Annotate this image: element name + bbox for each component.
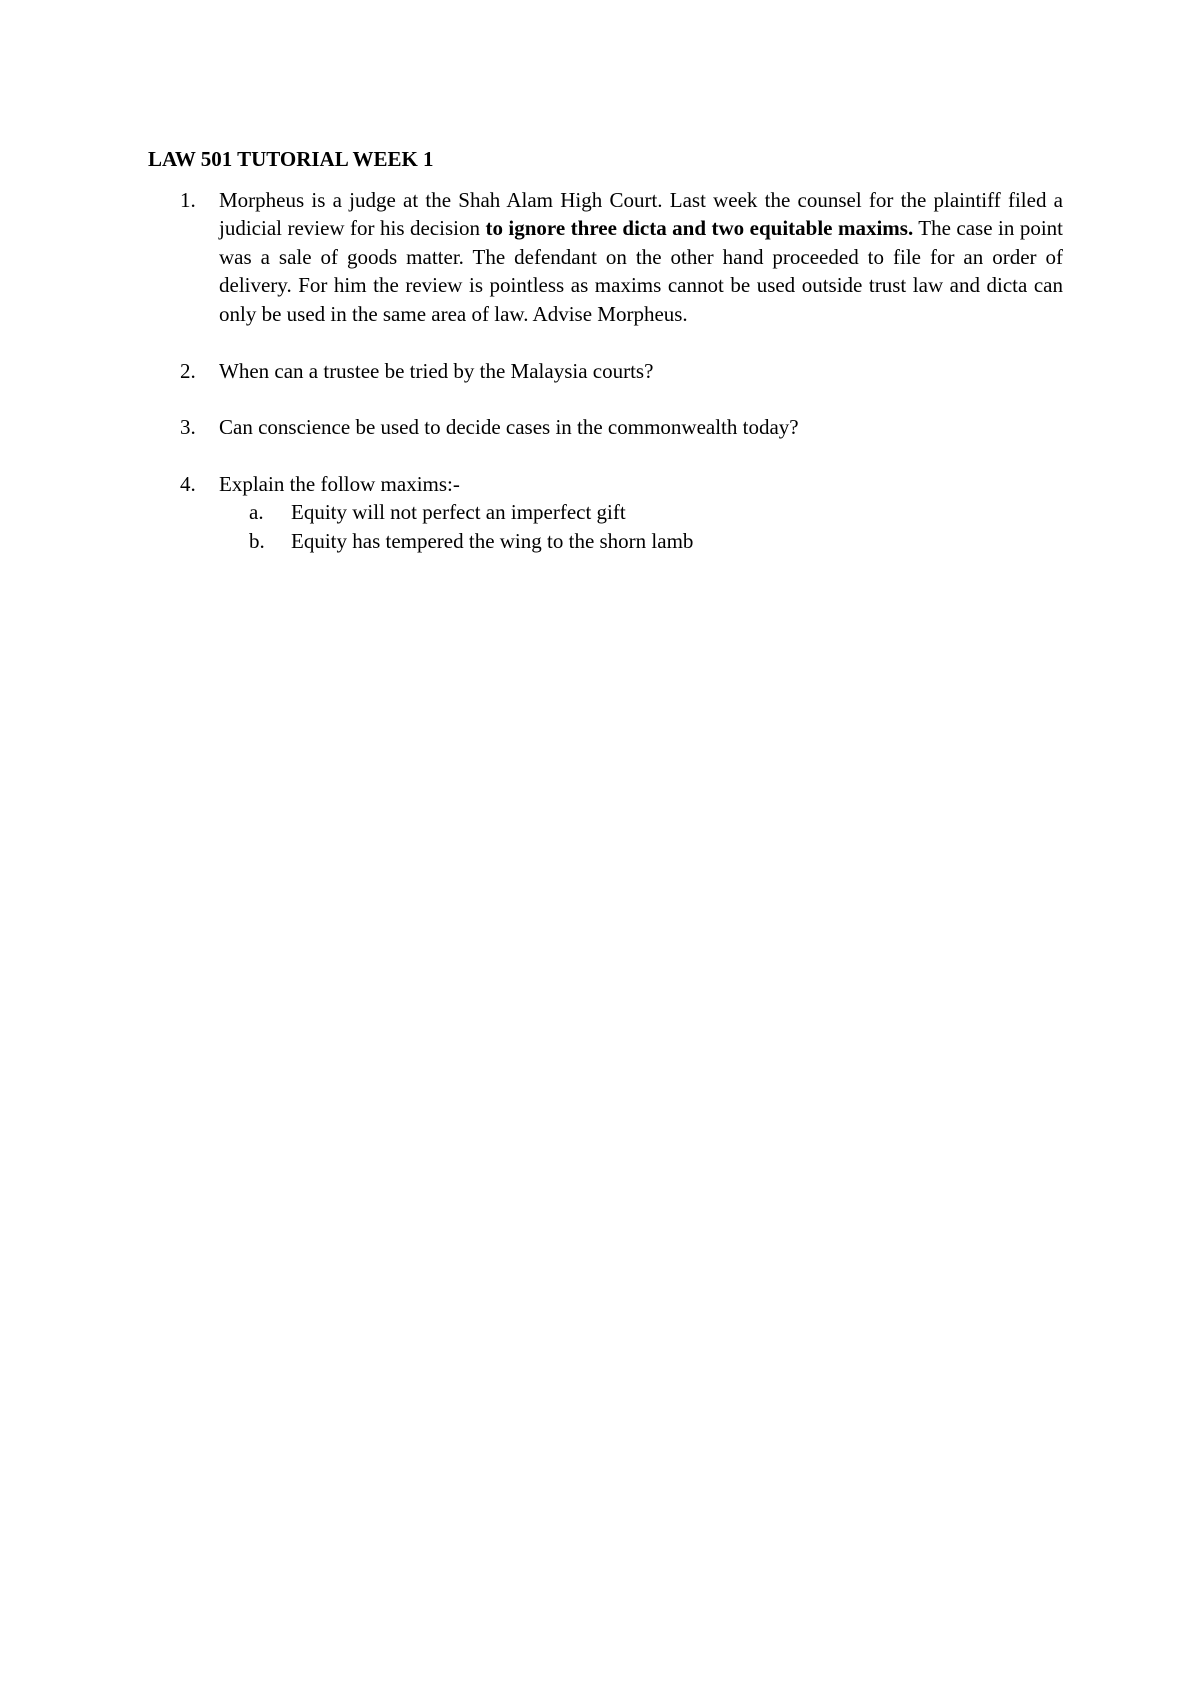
sub-item-letter: a. [249, 500, 264, 525]
document-title: LAW 501 TUTORIAL WEEK 1 [148, 147, 434, 171]
question-text-part: The case in point was a sale of goods matter. The defendant on the other hand proceeded to file for an order of delivery. For him the review is pointless as maxims cannot be used outside trust law and dicta can only be used in the same area of law. Advise Morpheus. [219, 216, 1063, 326]
question-number: 4. [180, 471, 196, 496]
sub-item-b [219, 527, 1063, 556]
sub-item-letter: b. [249, 528, 265, 553]
question-text-part: Morpheus is a judge at the Shah Alam High Court. Last week the counsel for the plaintiff filed a judicial review for his decision [219, 187, 1063, 241]
question-number: 3. [180, 415, 196, 440]
question-3 [148, 413, 1063, 442]
sub-item-text: Equity will not perfect an imperfect gift [291, 500, 626, 525]
document-body [148, 145, 1063, 584]
question-number: 1. [180, 187, 196, 212]
question-text: Explain the follow maxims:- [219, 471, 460, 496]
sub-item-list [219, 498, 1063, 555]
question-bold-text: to ignore three dicta and two equitable maxims. [485, 216, 914, 241]
question-1 [148, 186, 1063, 329]
question-number: 2. [180, 358, 196, 383]
sub-item-text: Equity has tempered the wing to the shorn lamb [291, 528, 694, 553]
question-text: Can conscience be used to decide cases in the commonwealth today? [219, 415, 799, 440]
question-text [219, 186, 1063, 329]
sub-item-a [219, 498, 1063, 527]
question-4 [148, 470, 1063, 556]
question-2 [148, 357, 1063, 386]
question-text: When can a trustee be tried by the Malaysia courts? [219, 358, 654, 383]
